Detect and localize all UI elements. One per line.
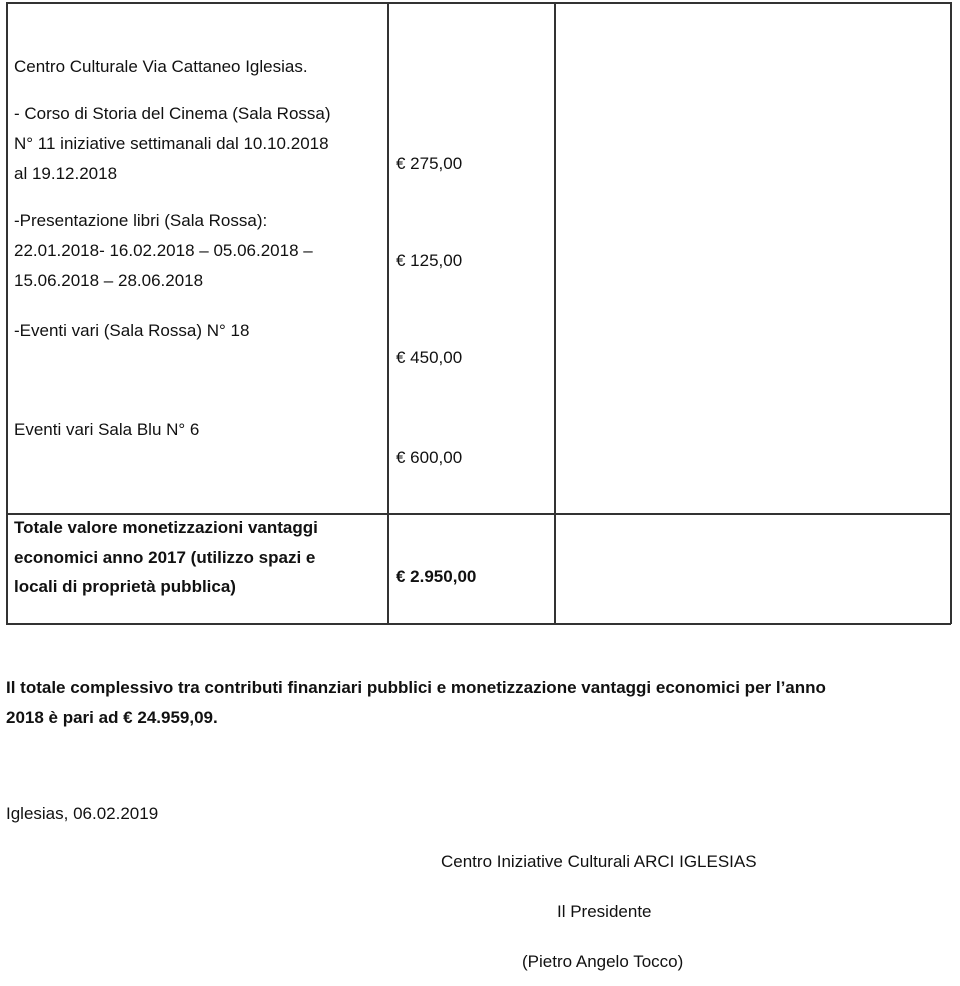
table-border-bottom xyxy=(6,623,951,625)
place-date: Iglesias, 06.02.2019 xyxy=(6,804,159,823)
table-border-top xyxy=(6,2,951,4)
total-label-line-3: locali di proprietà pubblica) xyxy=(14,577,236,596)
amount-events-blu: € 600,00 xyxy=(396,448,463,467)
amount-book-presentations: € 125,00 xyxy=(396,251,463,270)
events-sala-blu: Eventi vari Sala Blu N° 6 xyxy=(14,420,200,439)
table-divider-1 xyxy=(387,2,389,624)
total-amount: € 2.950,00 xyxy=(396,567,477,586)
book-presentations-line-1: -Presentazione libri (Sala Rossa): xyxy=(14,211,268,230)
events-sala-rossa: -Eventi vari (Sala Rossa) N° 18 xyxy=(14,321,250,340)
cinema-course-line-1: - Corso di Storia del Cinema (Sala Rossa) xyxy=(14,104,331,123)
summary-line-1: Il totale complessivo tra contributi finanziari pubblici e monetizzazione vantaggi economici per l’anno xyxy=(6,678,826,697)
signature-organization: Centro Iniziative Culturali ARCI IGLESIAS xyxy=(441,852,757,871)
cinema-course-line-3: al 19.12.2018 xyxy=(14,164,118,183)
summary-line-2: 2018 è pari ad € 24.959,09. xyxy=(6,708,218,727)
cinema-course-line-2: N° 11 iniziative settimanali dal 10.10.2018 xyxy=(14,134,329,153)
venue-title: Centro Culturale Via Cattaneo Iglesias. xyxy=(14,57,308,76)
book-presentations-line-2: 22.01.2018- 16.02.2018 – 05.06.2018 – xyxy=(14,241,313,260)
signature-role: Il Presidente xyxy=(557,902,652,921)
table-border-middle xyxy=(6,513,951,515)
table-divider-2 xyxy=(554,2,556,624)
amount-events-rossa: € 450,00 xyxy=(396,348,463,367)
total-label-line-2: economici anno 2017 (utilizzo spazi e xyxy=(14,548,316,567)
table-border-left xyxy=(6,2,8,624)
amount-cinema-course: € 275,00 xyxy=(396,154,463,173)
signature-name: (Pietro Angelo Tocco) xyxy=(522,952,684,971)
table-border-right xyxy=(950,2,952,624)
book-presentations-line-3: 15.06.2018 – 28.06.2018 xyxy=(14,271,204,290)
total-label-line-1: Totale valore monetizzazioni vantaggi xyxy=(14,518,318,537)
